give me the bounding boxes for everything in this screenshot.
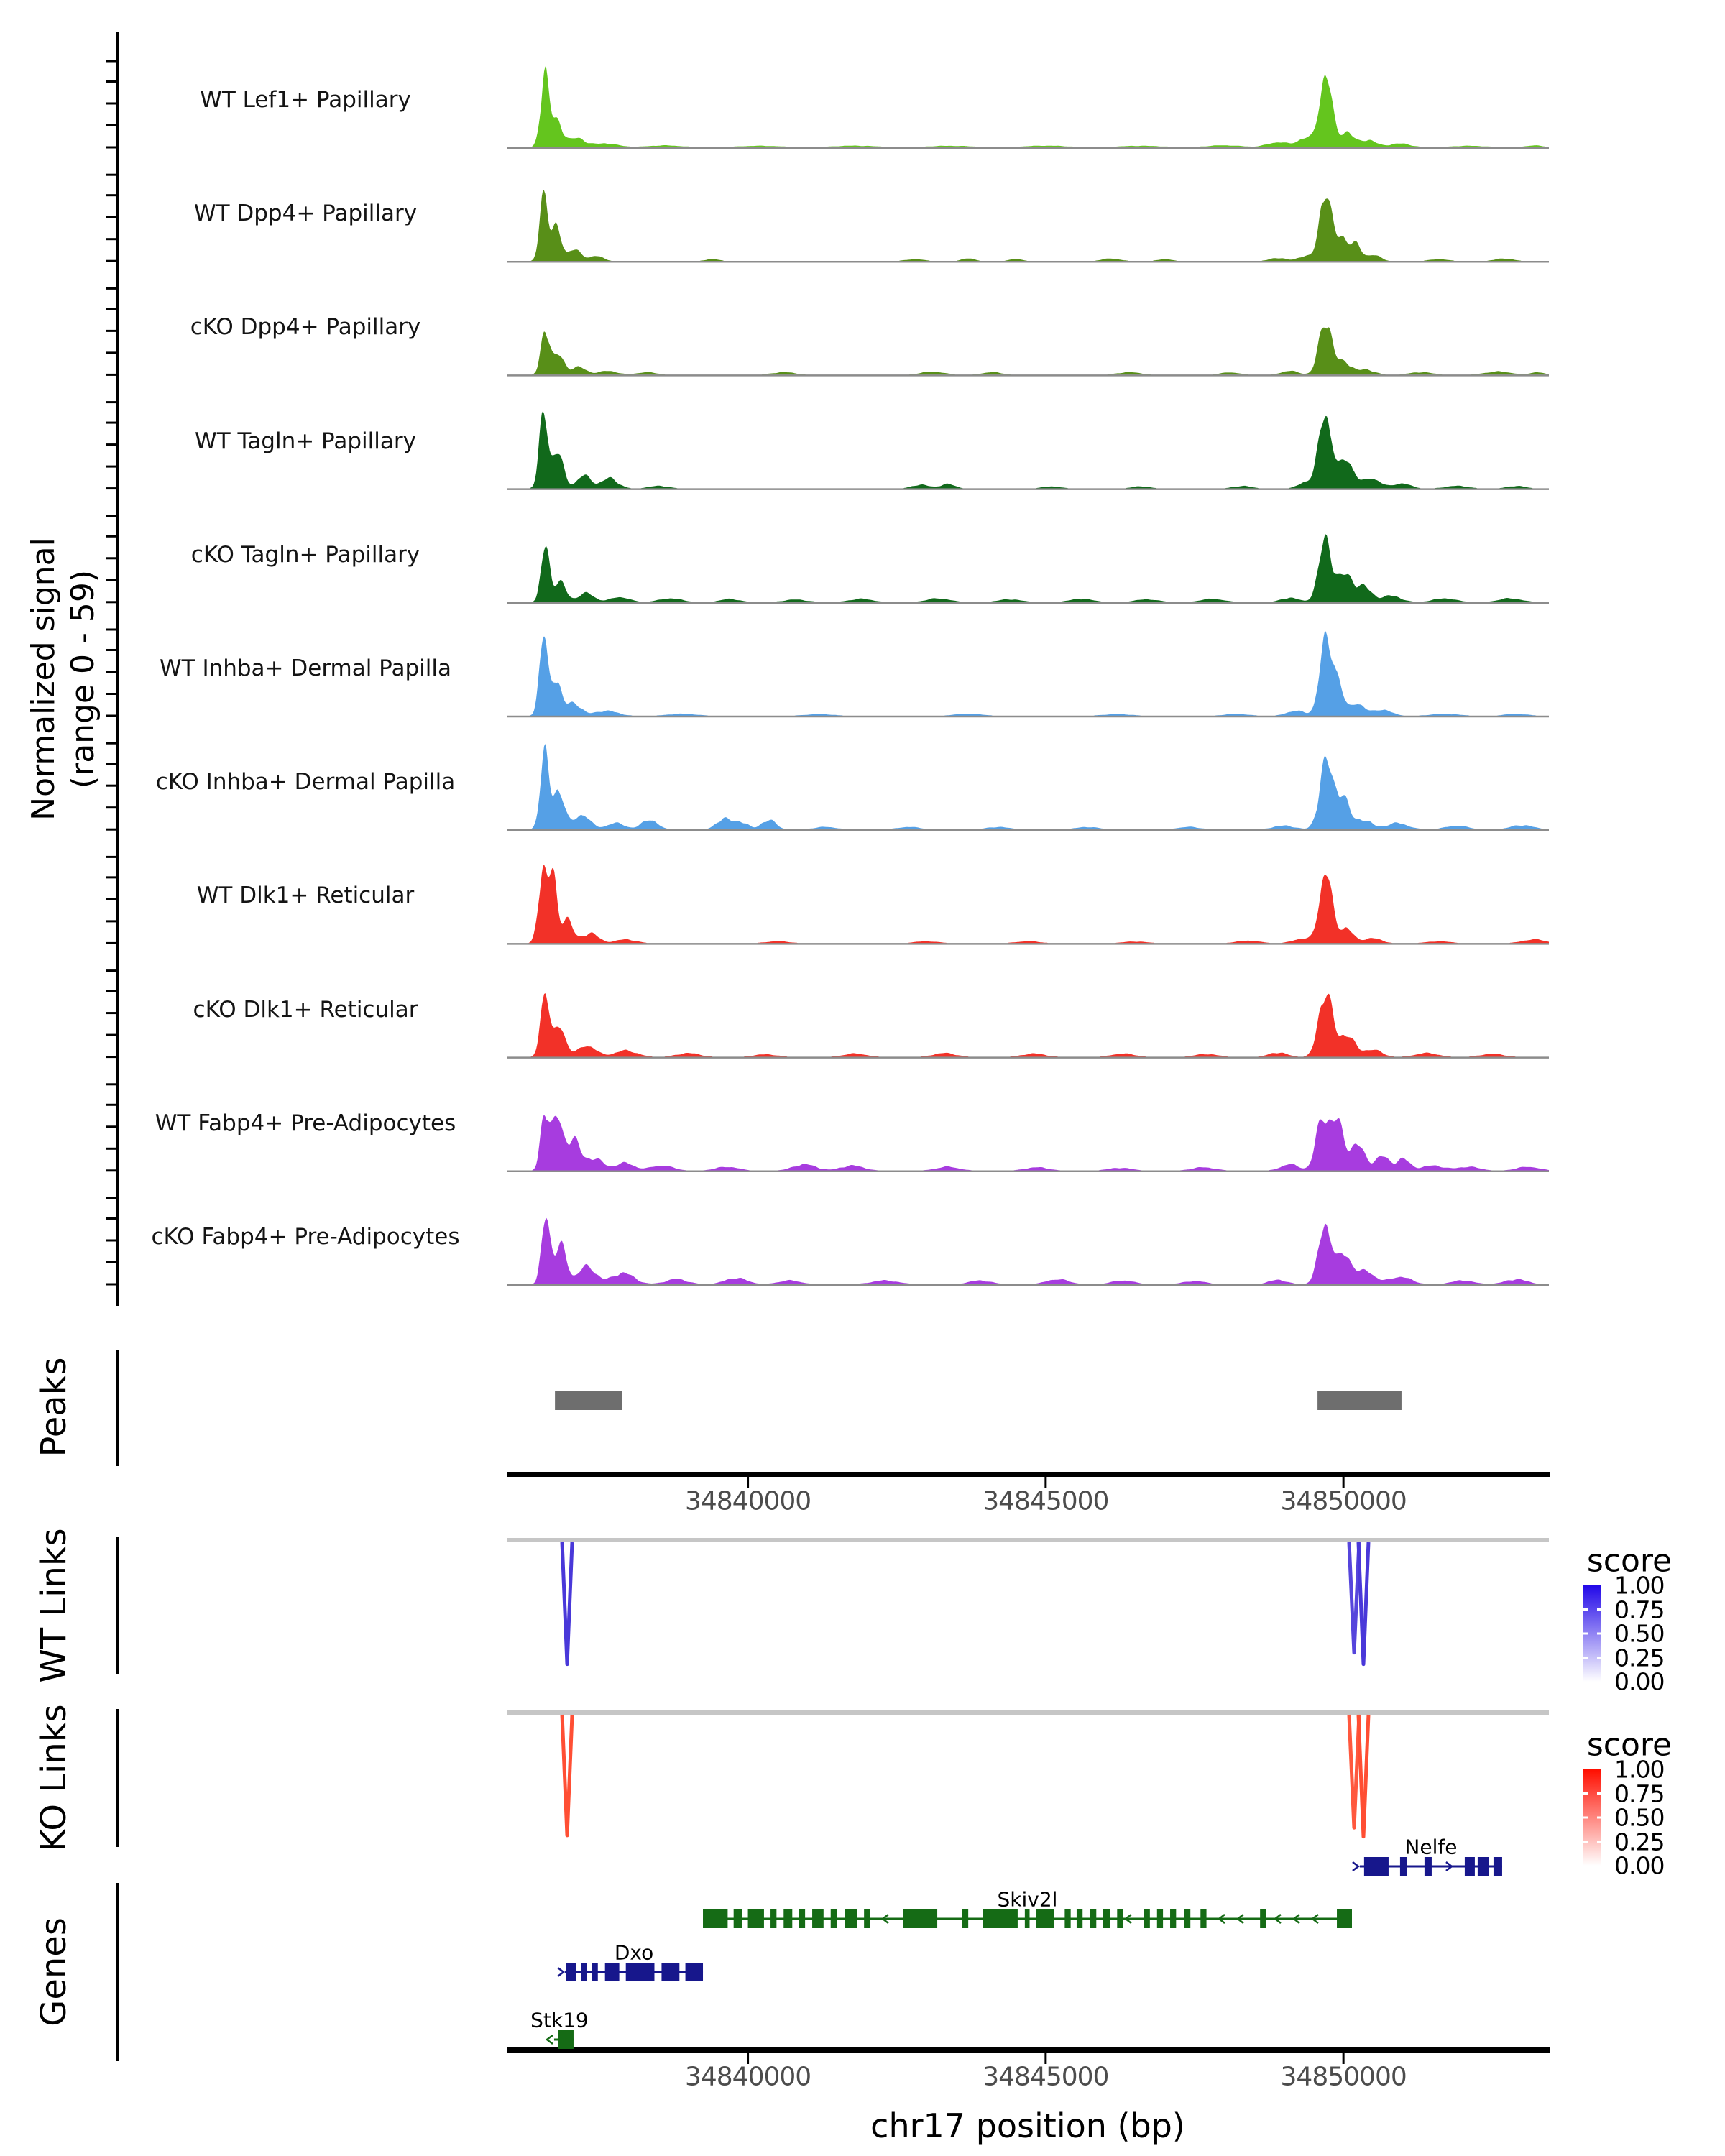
track-label-5: WT Inhba+ Dermal Papilla [160, 655, 451, 681]
signal-wave-10 [507, 1218, 1549, 1284]
gene-exon-0 [566, 1963, 576, 1981]
peaks-axis-tick-label-2: 34850000 [1280, 1486, 1407, 1516]
gene-dxo [558, 1963, 703, 1981]
gene-exon-5 [799, 1909, 805, 1928]
peak-interval-1 [1317, 1391, 1402, 1410]
genes-axis-tick-label-0: 34840000 [684, 2062, 811, 2092]
signal-wave-7 [507, 865, 1549, 943]
ko-links-label: KO Links [34, 1704, 74, 1852]
legend-tick-1-4: 0.00 [1614, 1851, 1665, 1880]
gene-stk19 [547, 2030, 574, 2049]
signal-wave-6 [507, 744, 1549, 829]
gene-exon-22 [1170, 1909, 1176, 1928]
gene-exon-0 [1364, 1857, 1389, 1876]
legend-tick-0-0: 1.00 [1614, 1571, 1665, 1600]
gene-exon-9 [864, 1909, 870, 1928]
track-label-1: WT Dpp4+ Papillary [193, 201, 418, 227]
track-label-0: WT Lef1+ Papillary [200, 87, 411, 113]
gene-exon-13 [1025, 1909, 1030, 1928]
track-label-3: WT Tagln+ Papillary [195, 428, 416, 454]
peaks-axis-line [507, 1472, 1550, 1477]
gene-exon-16 [1077, 1909, 1082, 1928]
peaks-label: Peaks [34, 1357, 74, 1457]
track-label-6: cKO Inhba+ Dermal Papilla [155, 769, 456, 796]
legend-tick-1-1: 0.75 [1614, 1779, 1665, 1807]
legend-tick-0-3: 0.25 [1614, 1644, 1665, 1672]
gene-skiv2l [703, 1909, 1352, 1928]
gene-name-skiv2l: Skiv2l [997, 1887, 1058, 1912]
signal-wave-5 [507, 631, 1549, 716]
gene-exon-4 [626, 1963, 655, 1981]
strand-arrow-icon [558, 1968, 564, 1976]
peaks-axis-tick-label-0: 34840000 [684, 1486, 811, 1516]
gene-exon-11 [962, 1909, 968, 1928]
gene-exon-25 [1260, 1909, 1266, 1928]
strand-arrow-icon [547, 2035, 553, 2044]
gene-exon-19 [1117, 1909, 1123, 1928]
signal-wave-3 [507, 411, 1549, 489]
gene-exon-4 [783, 1909, 792, 1928]
link-0-2 [1358, 1542, 1368, 1664]
gene-name-stk19: Stk19 [530, 2008, 589, 2032]
gene-exon-3 [605, 1963, 620, 1981]
genes-axis-tick-label-2: 34850000 [1280, 2062, 1407, 2092]
gene-exon-1 [1400, 1857, 1407, 1876]
legend-title-0: score [1586, 1542, 1673, 1580]
link-1-2 [1358, 1715, 1368, 1837]
gene-exon-18 [1103, 1909, 1110, 1928]
genes-label: Genes [34, 1917, 74, 2027]
strand-arrow-icon [1353, 1862, 1358, 1871]
gene-exon-6 [812, 1909, 824, 1928]
genes-axis-line [507, 2047, 1550, 2053]
gene-exon-5 [661, 1963, 679, 1981]
signal-wave-9 [507, 1115, 1549, 1171]
signal-ylabel [24, 538, 103, 821]
signal-ylabel-line2: (range 0 - 59) [65, 569, 101, 789]
signal-wave-8 [507, 993, 1549, 1057]
x-axis-title: chr17 position (bp) [870, 2106, 1185, 2145]
gene-exon-3 [770, 1909, 776, 1928]
track-label-10: cKO Fabp4+ Pre-Adipocytes [151, 1224, 460, 1250]
gene-exon-17 [1090, 1909, 1096, 1928]
gene-exon-10 [903, 1909, 937, 1928]
gene-exon-1 [581, 1963, 586, 1981]
legend-tick-1-3: 0.25 [1614, 1828, 1665, 1856]
genes-axis-tick-label-1: 34845000 [983, 2062, 1109, 2092]
gene-name-nelfe: Nelfe [1404, 1835, 1458, 1859]
legend-tick-1-2: 0.50 [1614, 1803, 1665, 1832]
peaks-axis-tick-label-1: 34845000 [983, 1486, 1109, 1516]
signal-wave-4 [507, 534, 1549, 602]
signal-wave-2 [507, 327, 1549, 374]
gene-exon-24 [1200, 1909, 1206, 1928]
gene-exon-2 [1425, 1857, 1432, 1876]
track-label-2: cKO Dpp4+ Papillary [190, 314, 421, 341]
peak-interval-0 [555, 1391, 622, 1410]
track-label-4: cKO Tagln+ Papillary [190, 541, 420, 568]
legend-title-1: score [1586, 1726, 1673, 1764]
track-label-7: WT Dlk1+ Reticular [196, 883, 415, 909]
legend-tick-0-1: 0.75 [1614, 1595, 1665, 1623]
gene-nelfe [1353, 1857, 1502, 1876]
gene-exon-6 [686, 1963, 703, 1981]
track-label-8: cKO Dlk1+ Reticular [193, 996, 418, 1023]
gene-exon-26 [1337, 1909, 1352, 1928]
gene-exon-23 [1184, 1909, 1190, 1928]
legend-tick-1-0: 1.00 [1614, 1755, 1665, 1784]
link-0-0 [562, 1542, 572, 1664]
gene-exon-20 [1144, 1909, 1150, 1928]
gene-exon-1 [734, 1909, 742, 1928]
signal-ylabel-line1: Normalized signal [25, 538, 62, 821]
legend-tick-0-2: 0.50 [1614, 1619, 1665, 1648]
gene-name-dxo: Dxo [614, 1940, 654, 1965]
gene-exon-14 [1036, 1909, 1054, 1928]
gene-exon-4 [1478, 1857, 1489, 1876]
legend-tick-0-4: 0.00 [1614, 1667, 1665, 1696]
gene-exon-2 [592, 1963, 597, 1981]
track-label-9: WT Fabp4+ Pre-Adipocytes [155, 1110, 456, 1136]
gene-exon-8 [845, 1909, 857, 1928]
wt-links-label: WT Links [34, 1528, 74, 1683]
link-1-0 [562, 1715, 572, 1835]
signal-wave-0 [507, 66, 1549, 147]
gene-exon-0 [703, 1909, 727, 1928]
gene-exon-0 [558, 2030, 574, 2049]
gene-exon-3 [1465, 1857, 1475, 1876]
gene-exon-5 [1494, 1857, 1502, 1876]
signal-wave-1 [507, 190, 1549, 262]
gene-exon-2 [748, 1909, 764, 1928]
gene-exon-15 [1064, 1909, 1070, 1928]
gene-exon-21 [1157, 1909, 1163, 1928]
gene-exon-12 [983, 1909, 1018, 1928]
gene-exon-7 [831, 1909, 837, 1928]
